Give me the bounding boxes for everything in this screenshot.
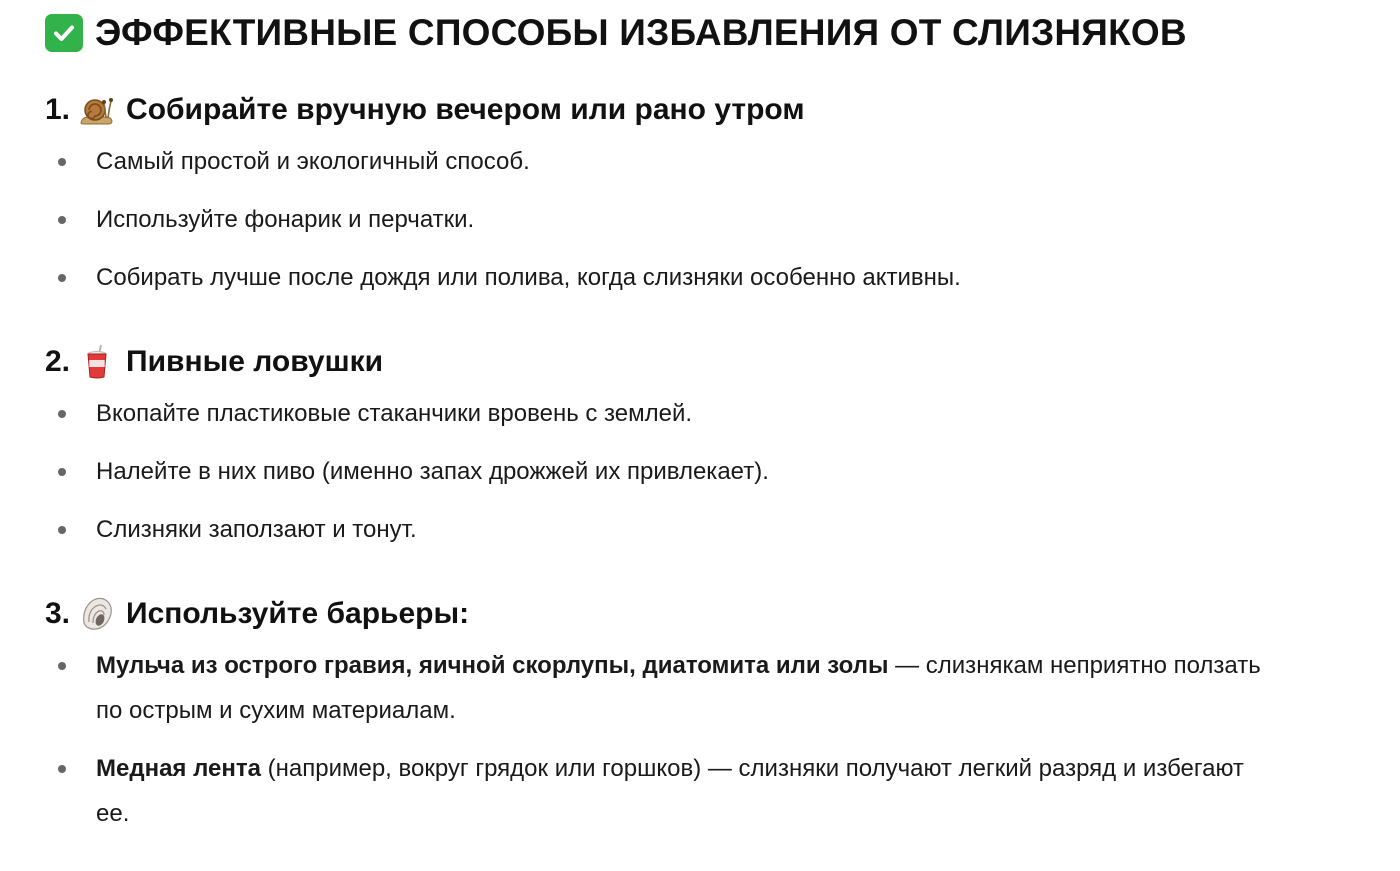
list-item-text: Самый простой и экологичный способ. [96, 148, 530, 175]
bullet-list [45, 139, 1375, 300]
section-3 [45, 594, 1375, 836]
section-number: 2. [45, 345, 71, 378]
list-item-text: Вкопайте пластиковые стаканчики вровень с землей. [96, 400, 693, 427]
section-heading-text: Пивные ловушки [126, 345, 384, 378]
cup-icon [78, 343, 116, 381]
snail-icon [78, 91, 116, 129]
list-item-text: — слизнякам неприятно ползать по острым и сухим материалам. [96, 652, 1261, 724]
document [45, 10, 1375, 56]
section-2 [45, 342, 1375, 552]
bullet-point [58, 274, 66, 282]
list-item [45, 507, 1276, 552]
bullet-point [58, 158, 66, 166]
bullet-point [58, 410, 66, 418]
bullet-point [58, 765, 66, 773]
bullet-list [45, 643, 1375, 836]
bullet-point [58, 526, 66, 534]
list-item [45, 746, 1276, 836]
section-heading [45, 90, 1375, 130]
page-title-text: ЭФФЕКТИВНЫЕ СПОСОБЫ ИЗБАВЛЕНИЯ ОТ СЛИЗНЯКОВ [95, 12, 1187, 53]
section-number: 1. [45, 93, 71, 126]
list-item-text: Налейте в них пиво (именно запах дрожжей их привлекает). [96, 458, 769, 485]
section-heading [45, 594, 1375, 634]
section-1 [45, 90, 1375, 300]
bullet-list [45, 391, 1375, 552]
spiral-shell-icon [78, 595, 116, 633]
section-heading-text: Собирайте вручную вечером или рано утром [126, 93, 805, 126]
list-item-bold-text: Мульча из острого гравия, яичной скорлупы, диатомита или золы [96, 652, 889, 679]
check-mark-icon [45, 14, 83, 52]
list-item-text: Используйте фонарик и перчатки. [96, 206, 475, 233]
list-item [45, 449, 1276, 494]
section-heading [45, 342, 1375, 382]
page-title [45, 10, 1375, 56]
list-item-text: Слизняки заползают и тонут. [96, 516, 417, 543]
bullet-point [58, 662, 66, 670]
list-item [45, 197, 1276, 242]
list-item [45, 643, 1276, 733]
section-number: 3. [45, 597, 71, 630]
list-item [45, 139, 1276, 184]
list-item [45, 391, 1276, 436]
list-item-text: (например, вокруг грядок или горшков) — слизняки получают легкий разряд и избегают ее. [96, 755, 1244, 827]
bullet-point [58, 468, 66, 476]
section-heading-text: Используйте барьеры: [126, 597, 470, 630]
bullet-point [58, 216, 66, 224]
list-item [45, 255, 1276, 300]
list-item-text: Собирать лучше после дождя или полива, когда слизняки особенно активны. [96, 264, 961, 291]
list-item-bold-text: Медная лента [96, 755, 261, 782]
